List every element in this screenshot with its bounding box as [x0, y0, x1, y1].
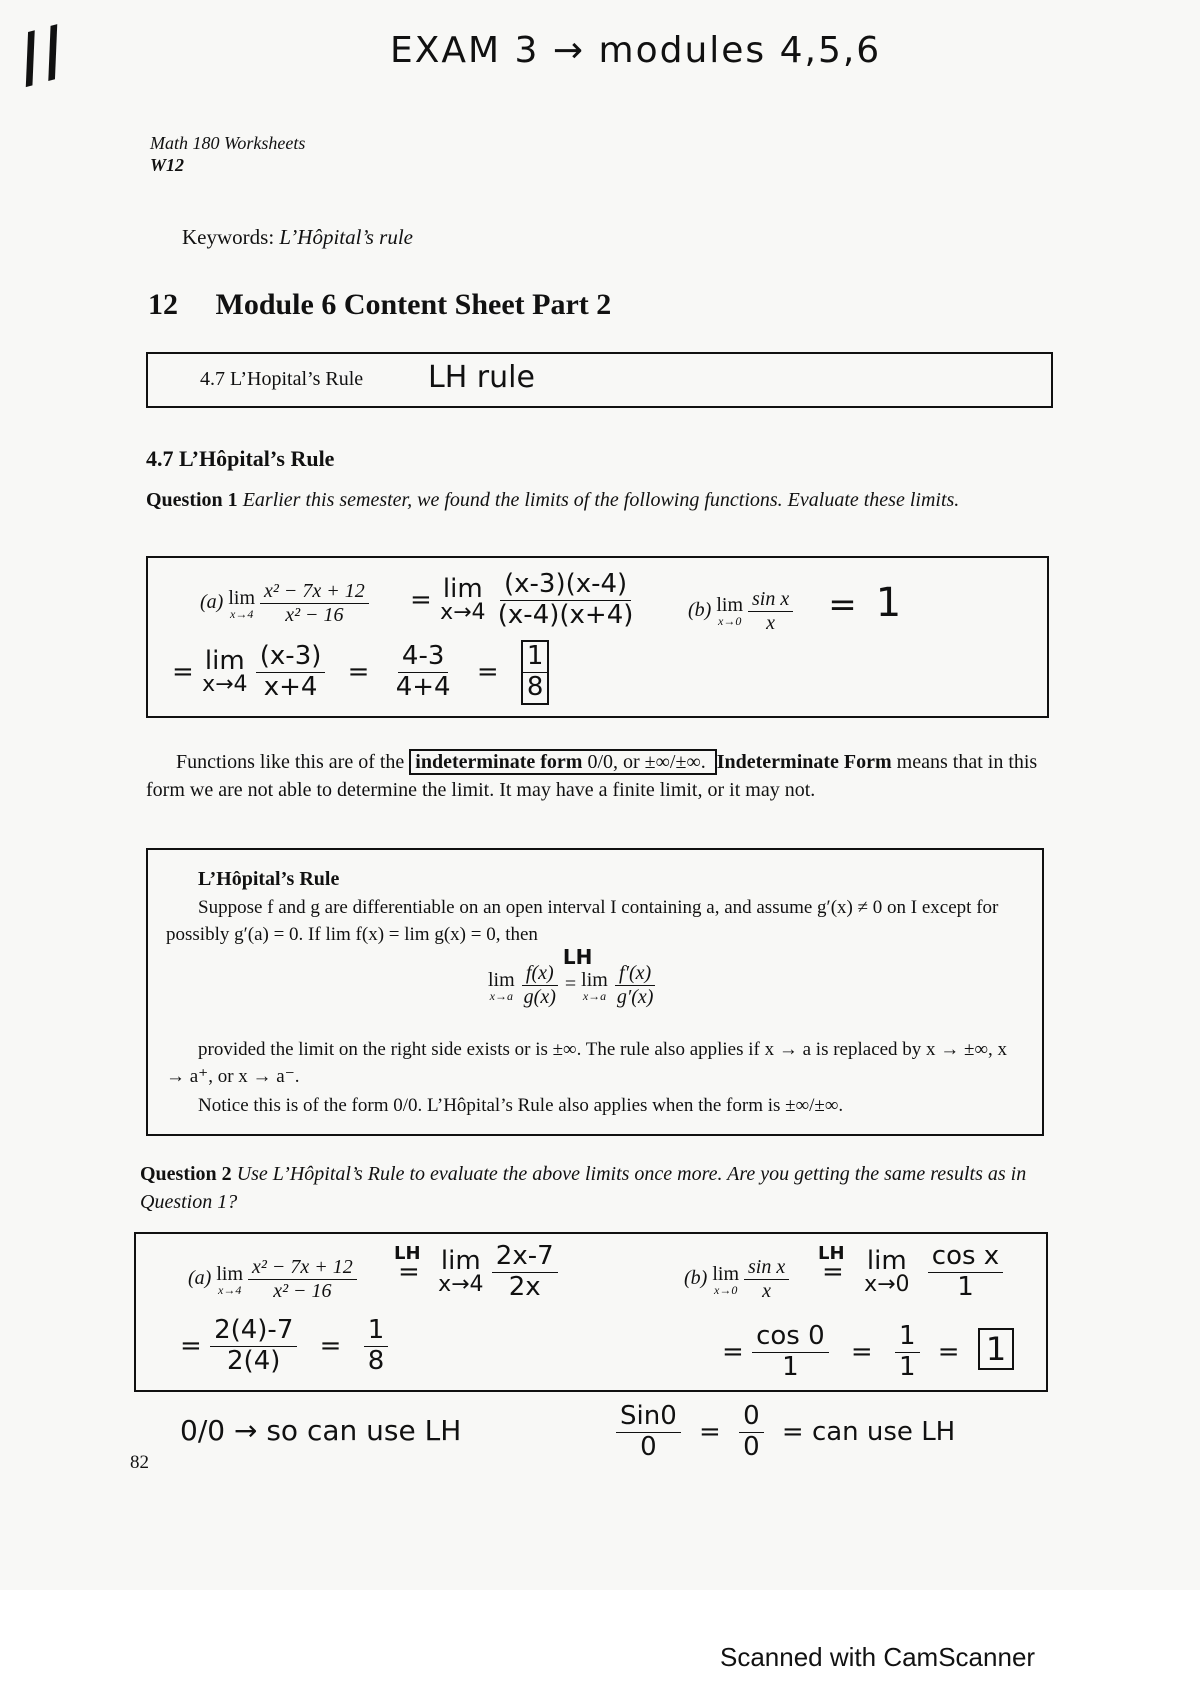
section-number: 12: [148, 288, 178, 321]
q2b-work-sub: x→0: [864, 1272, 910, 1298]
corner-marks: //: [9, 13, 74, 97]
rule-lh-note: LH: [562, 945, 593, 970]
indeterminate-definition-term: Indeterminate Form: [716, 751, 892, 773]
q2b-work-fraction: [928, 1242, 1003, 1303]
q1a-boxed-answer: [521, 640, 550, 705]
indeterminate-definition: means that in this form we are not able to determine the limit. It may have a finite limit, or it may not.: [146, 751, 1038, 801]
question1-prompt: Earlier this semester, we found the limits of the following functions. Evaluate these limits.: [242, 489, 960, 511]
rule-proviso: provided the limit on the right side exists or is ±∞. The rule also applies if x → a is replaced by x → ±∞, x → a⁺, or x → a⁻.: [166, 1039, 1008, 1087]
q2b-problem: [684, 1256, 789, 1303]
q2a-work: LH = lim x→4 $\frac{2x-7}{2x}$: [398, 1242, 558, 1303]
q2b-work: LH = lim x→0 $\frac{\text{cos x}}{1}$: [822, 1242, 1003, 1303]
q2a-sub-num: 2(4)-7: [210, 1316, 297, 1347]
q1b-lim-sub: x→0: [718, 614, 742, 629]
q1a-work1-fraction: [494, 570, 638, 631]
indeterminate-paragraph: [146, 748, 1046, 804]
q2b-substitution: = $\frac{\cos 0}{1}$ = $\frac{1}{1}$ = 1: [722, 1322, 1014, 1383]
q2b-limit: [712, 1264, 739, 1296]
q2a-work-limit: [438, 1248, 483, 1296]
q1a-work-step1: = lim x→4 $\frac{(x-3)(x-4)}{(x-4)(x+4)}$: [410, 570, 637, 631]
q2a-label: (a): [188, 1267, 212, 1290]
q2b-lh-justification: $\frac{\text{Sin0}}{0}$ = $\frac{0}{0}$ = can use LH: [616, 1402, 955, 1463]
q2b-note-form-den: 0: [743, 1431, 760, 1462]
rule-right-den: g′(x): [616, 986, 654, 1008]
q2b-lim-sub: x→0: [714, 1282, 738, 1297]
indeterminate-term: indeterminate form: [415, 751, 583, 773]
rule-lim-left-text: lim: [488, 968, 515, 991]
q2b-note-text: = can use LH: [781, 1416, 956, 1447]
q1a-work1-lim: lim: [442, 574, 483, 605]
q1a-problem: [200, 580, 369, 627]
rule-lim-left-sub: x→a: [489, 988, 513, 1003]
section-title: Module 6 Content Sheet Part 2: [215, 288, 612, 321]
q1a-limit: [228, 588, 255, 620]
q1a-work1-den: (x-4)(x+4): [497, 599, 634, 630]
q1a-work1-sub: x→4: [440, 600, 486, 626]
subsection-heading: 4.7 L’Hôpital’s Rule: [146, 446, 335, 471]
q2b-note-den: 0: [640, 1431, 657, 1462]
rule-notice: Notice this is of the form 0/0. L’Hôpital’s Rule also applies when the form is ±∞/±∞.: [198, 1095, 844, 1116]
q1a-label: (a): [200, 591, 224, 614]
q2b-note-form-num: 0: [739, 1402, 764, 1433]
question1-text: [146, 486, 1052, 514]
q2a-answer-num: 1: [364, 1316, 389, 1347]
q2b-denominator: x: [762, 1280, 772, 1302]
q2a-work-sub: x→4: [438, 1272, 484, 1298]
scanner-footer-area: [0, 1590, 1200, 1698]
section-heading: [148, 288, 611, 322]
q2a-work-num: 2x-7: [492, 1242, 558, 1273]
q2b-sub-den: 1: [782, 1351, 799, 1382]
q2b-eval-den: 1: [898, 1351, 916, 1382]
q2b-note-form: [739, 1402, 764, 1463]
rule-lim-left: [488, 970, 515, 1002]
q2a-lh-justification: 0/0 → so can use LH: [180, 1414, 462, 1447]
q2a-work-den: 2x: [508, 1271, 541, 1302]
topic-text: 4.7 L’Hopital’s Rule: [200, 368, 364, 390]
q2a-fraction: [248, 1256, 357, 1303]
rule-statement: Suppose f and g are differentiable on an open interval I containing a, and assume g′(x) ≠ 0 on I except for possibly g′(a) = 0. If lim f(x) = lim g(x) = 0, then: [166, 897, 999, 945]
q2b-note-fraction: [616, 1402, 681, 1463]
lhopital-rule-box: [146, 848, 1044, 1136]
q2a-lh-note: LH: [394, 1242, 421, 1264]
q1a-answer-den: 8: [526, 671, 544, 702]
indeterminate-intro: Functions like this are of the: [176, 751, 405, 773]
rule-right-num: f′(x): [615, 962, 655, 986]
rule-lim-right: [581, 970, 608, 1002]
q2a-sub-fraction: [210, 1316, 297, 1377]
q1a-denominator: x² − 16: [285, 604, 344, 626]
q2b-fraction: [744, 1256, 789, 1303]
question2-label: Question 2: [140, 1163, 232, 1185]
page-number: 82: [130, 1452, 149, 1473]
question1-answer-box: [146, 556, 1049, 718]
q2b-work-den: 1: [957, 1271, 974, 1302]
q2b-lh-note: LH: [818, 1242, 845, 1264]
q2b-note-num: Sin0: [616, 1402, 681, 1433]
q2a-answer-fraction: [364, 1316, 389, 1377]
handwritten-exam-note: EXAM 3 → modules 4,5,6: [390, 30, 882, 71]
q1b-numerator: sin x: [748, 588, 793, 612]
q2a-lim-text: lim: [216, 1262, 243, 1285]
q1a-work2-lim: lim: [204, 646, 245, 677]
keywords-label: Keywords:: [182, 225, 275, 249]
q2a-denominator: x² − 16: [273, 1280, 332, 1302]
q2a-work-fraction: [492, 1242, 558, 1303]
q2a-substitution: = $\frac{2(4)-7}{2(4)}$ = $\frac{1}{8}$: [180, 1316, 388, 1377]
q1a-work3-num: 4-3: [398, 642, 448, 673]
question1-label: Question 1: [146, 489, 238, 511]
q2b-work-lim: lim: [866, 1246, 907, 1277]
q2a-problem: [188, 1256, 357, 1303]
q2a-numerator: x² − 7x + 12: [248, 1256, 357, 1280]
q2a-lim-sub: x→4: [218, 1282, 242, 1297]
q2b-numerator: sin x: [744, 1256, 789, 1280]
rule-lim-right-text: lim: [581, 968, 608, 991]
keywords-line: [182, 225, 413, 250]
q2b-work-num: cos x: [928, 1242, 1003, 1273]
q1a-work2-num: (x-3): [256, 642, 326, 673]
question2-answer-box: [134, 1232, 1048, 1392]
q2b-lim-text: lim: [712, 1262, 739, 1285]
question2-prompt: Use L’Hôpital’s Rule to evaluate the above limits once more. Are you getting the same results as in Question 1?: [140, 1163, 1027, 1213]
indeterminate-forms: 0/0, or ±∞/±∞.: [587, 751, 706, 773]
q2a-sub-den: 2(4): [227, 1345, 281, 1376]
q2b-work-limit: [864, 1248, 909, 1296]
camscanner-watermark: Scanned with CamScanner: [720, 1642, 1036, 1672]
q1b-lim-text: lim: [716, 594, 743, 617]
rule-title: L’Hôpital’s Rule: [198, 868, 340, 890]
q1a-answer-num: 1: [523, 642, 548, 673]
q1a-work3-fraction: [392, 642, 455, 703]
q1b-denominator: x: [766, 611, 776, 634]
q1b-problem: (b) lim x→0 $\frac{\text{sin x}}{x}$ = 1: [688, 580, 902, 634]
q1a-work-step2: = lim x→4 $\frac{(x-3)}{x+4}$ = $\frac{4-3}{4+4}$ = $\frac{1}{8}$: [172, 640, 549, 705]
q1a-numerator: x² − 7x + 12: [260, 580, 369, 604]
rule-left-fraction: [520, 962, 560, 1009]
q2a-answer-den: 8: [367, 1345, 385, 1376]
rule-lim-right-sub: x→a: [582, 988, 607, 1003]
q2b-label: (b): [684, 1267, 708, 1290]
q2b-eval-num: 1: [895, 1322, 920, 1353]
q2a-limit: [216, 1264, 243, 1296]
worksheet-code: W12: [150, 155, 185, 175]
q1a-work2-sub: x→4: [202, 672, 248, 698]
q2b-sub-num: cos 0: [752, 1322, 829, 1353]
q1b-limit: [716, 595, 743, 627]
rule-left-num: f(x): [522, 962, 558, 986]
q2b-eval-fraction: [895, 1322, 920, 1383]
q1a-work2-fraction: [256, 642, 326, 703]
indeterminate-boxed-term: [409, 749, 716, 775]
q1a-fraction: [260, 580, 369, 627]
question2-text: [140, 1160, 1050, 1216]
q1b-fraction: [748, 588, 793, 635]
q1a-work3-den: 4+4: [395, 671, 451, 702]
q1a-work2-limit: [202, 648, 247, 696]
q1b-answer: 1: [875, 580, 902, 626]
q2a-work-lim: lim: [440, 1246, 481, 1277]
rule-left-den: g(x): [523, 986, 556, 1008]
q1a-work1-num: (x-3)(x-4): [500, 570, 631, 601]
q1a-work2-den: x+4: [263, 671, 318, 702]
rule-right-fraction: [613, 962, 658, 1009]
q2b-boxed-answer: 1: [978, 1328, 1014, 1370]
keywords-value: L’Hôpital’s rule: [279, 225, 414, 249]
q1a-work1-limit: [440, 576, 485, 624]
topic-box: [146, 352, 1053, 408]
q1a-lim-text: lim: [228, 586, 255, 609]
q1b-label: (b): [688, 599, 712, 621]
course-title: Math 180 Worksheets: [150, 133, 306, 153]
rule-formula: lim x→a $\frac{f(x)}{g(x)}$ LH = lim x→a $\frac{f'(x)}{g'(x)}$: [488, 962, 657, 1009]
topic-handwritten-note: LH rule: [428, 360, 535, 395]
q2b-sub-fraction: [752, 1322, 829, 1383]
q1a-lim-sub: x→4: [230, 606, 254, 621]
